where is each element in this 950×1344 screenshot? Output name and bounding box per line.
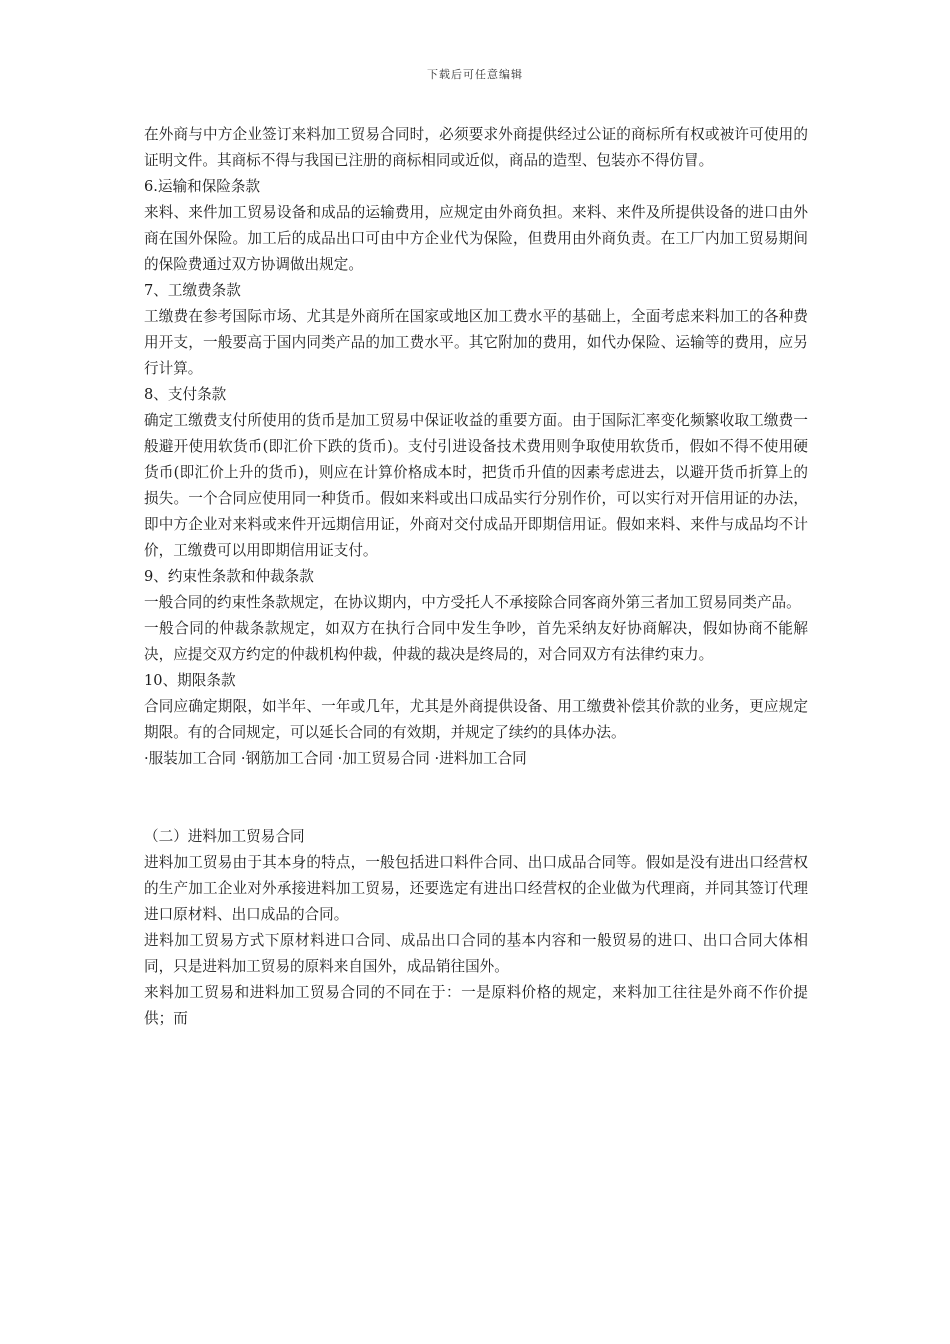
heading-binding-arbitration: 9、约束性条款和仲裁条款 xyxy=(144,568,314,585)
section-gap xyxy=(144,772,808,824)
heading-import-processing: （二）进料加工贸易合同 xyxy=(144,828,305,845)
paragraph-term: 合同应确定期限，如半年、一年或几年，尤其是外商提供设备、用工缴费补偿其价款的业务，更应规定期限。有的合同规定，可以延长合同的有效期，并规定了续约的具体办法。 xyxy=(144,698,808,741)
heading-transport-insurance: 6.运输和保险条款 xyxy=(144,178,261,195)
paragraph-transport-insurance: 来料、来件加工贸易设备和成品的运输费用，应规定由外商负担。来料、来件及所提供设备的进口由外商在国外保险。加工后的成品出口可由中方企业代为保险，但费用由外商负责。在工厂内加工贸易期间的保险费通过双方协调做出规定。 xyxy=(144,204,808,273)
header-note: 下载后可任意编辑 xyxy=(427,68,523,81)
paragraph-import-processing-1: 进料加工贸易由于其本身的特点，一般包括进口料件合同、出口成品合同等。假如是没有进出口经营权的生产加工企业对外承接进料加工贸易，还要选定有进出口经营权的企业做为代理商，并同其签订代理进口原材料、出口成品的合同。 xyxy=(144,854,808,923)
heading-processing-fee: 7、工缴费条款 xyxy=(144,282,241,299)
paragraph-import-processing-3: 来料加工贸易和进料加工贸易合同的不同在于：一是原料价格的规定，来料加工往往是外商不作价提供；而 xyxy=(144,984,808,1027)
paragraph-processing-fee: 工缴费在参考国际市场、尤其是外商所在国家或地区加工费水平的基础上，全面考虑来料加工的各种费用开支，一般要高于国内同类产品的加工费水平。其它附加的费用，如代办保险、运输等的费用，应另行计算。 xyxy=(144,308,808,377)
paragraph-import-processing-2: 进料加工贸易方式下原材料进口合同、成品出口合同的基本内容和一般贸易的进口、出口合同大体相同，只是进料加工贸易的原料来自国外，成品销往国外。 xyxy=(144,932,808,975)
paragraph-binding: 一般合同的约束性条款规定，在协议期内，中方受托人不承接除合同客商外第三者加工贸易同类产品。 xyxy=(144,594,801,611)
paragraph-trademark: 在外商与中方企业签订来料加工贸易合同时，必须要求外商提供经过公证的商标所有权或被许可使用的证明文件。其商标不得与我国已注册的商标相同或近似，商品的造型、包装亦不得仿冒。 xyxy=(144,126,808,169)
paragraph-payment: 确定工缴费支付所使用的货币是加工贸易中保证收益的重要方面。由于国际汇率变化频繁收取工缴费一般避开使用软货币(即汇价下跌的货币)。支付引进设备技术费用则争取使用软货币，假如不得不使用硬货币(即汇价上升的货币)，则应在计算价格成本时，把货币升值的因素考虑进去，以避开货币折算上的损失。一个合同应使用同一种货币。假如来料或出口成品实行分别作价，可以实行对开信用证的办法，即中方企业对来料或来件开远期信用证，外商对交付成品开即期信用证。假如来料、来件与成品均不计价，工缴费可以用即期信用证支付。 xyxy=(144,412,808,559)
paragraph-arbitration: 一般合同的仲裁条款规定，如双方在执行合同中发生争吵，首先采纳友好协商解决，假如协商不能解决，应提交双方约定的仲裁机构仲裁，仲裁的裁决是终局的，对合同双方有法律约束力。 xyxy=(144,620,808,663)
document-body xyxy=(144,122,808,1032)
related-links: ·服装加工合同 ·钢筋加工合同 ·加工贸易合同 ·进料加工合同 xyxy=(144,750,527,767)
heading-term: 10、期限条款 xyxy=(144,672,236,689)
heading-payment: 8、支付条款 xyxy=(144,386,227,403)
